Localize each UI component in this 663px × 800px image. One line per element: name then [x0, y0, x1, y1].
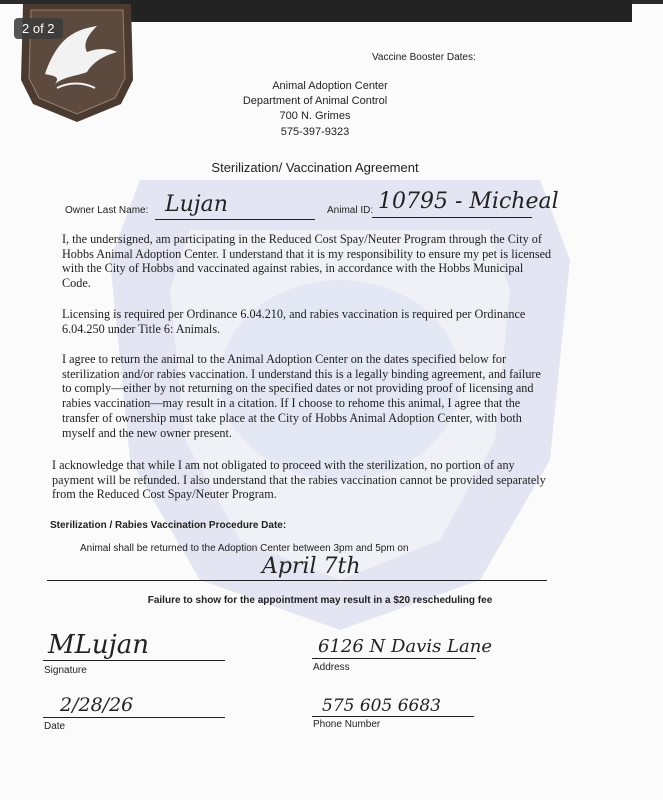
signature-label: Signature [44, 665, 87, 676]
owner-last-name-value: Lujan [165, 192, 228, 217]
phone-line [312, 716, 474, 717]
org-name: Animal Adoption Center [272, 80, 388, 92]
owner-underline [155, 219, 315, 220]
procedure-date-line [47, 580, 547, 581]
org-address: 700 N. Grimes [279, 110, 351, 122]
return-instruction: Animal shall be returned to the Adoption Center between 3pm and 5pm on [80, 543, 409, 554]
phone-label: Phone Number [313, 719, 381, 730]
form-title: Sterilization/ Vaccination Agreement [211, 160, 419, 175]
agreement-paragraph-4: I acknowledge that while I am not obligated to proceed with the sterilization, no portion of any payment will be refunded. I also understand that the rabies vaccination cannot be provided separately from the Reduced Cost Spay/Neuter Program. [52, 458, 546, 502]
animal-id-label: Animal ID: [327, 205, 374, 216]
signature-value: MLujan [48, 630, 149, 660]
procedure-date-label: Sterilization / Rabies Vaccination Procedure Date: [50, 520, 287, 531]
reschedule-fee-notice: Failure to show for the appointment may result in a $20 rescheduling fee [147, 595, 493, 606]
agreement-paragraph-3: I agree to return the animal to the Animal Adoption Center on the dates specified below for sterilization and/or rabies vaccination. I understand this is a legally binding agreement, and failure to comply—either by not returning on the specified dates or not providing proof of licensing and rabies vaccination—may result in a citation. If I choose to rehome this animal, I agree that the transfer of ownership must take place at the City of Hobbs Animal Adoption Center, with both myself and the new owner present. [62, 352, 541, 440]
procedure-date-value: April 7th [262, 554, 361, 579]
owner-last-name-label: Owner Last Name: [65, 205, 149, 216]
animal-id-value: 10795 - Micheal [378, 189, 559, 214]
agreement-paragraph-1: I, the undersigned, am participating in the Reduced Cost Spay/Neuter Program through the City of Hobbs Animal Adoption Center. I understand that it is my responsibility to ensure my pet is licensed with the City of Hobbs and vaccinated against rabies, in accordance with the Hobbs Municipal Code. [62, 232, 552, 291]
org-phone: 575-397-9323 [280, 126, 350, 138]
address-label: Address [313, 662, 350, 673]
vaccine-booster-label: Vaccine Booster Dates: [372, 52, 476, 63]
scan-edge-dark [120, 0, 632, 22]
address-value: 6126 N Davis Lane [318, 636, 492, 657]
date-line [43, 717, 225, 718]
address-line [312, 658, 476, 659]
date-label: Date [44, 721, 66, 732]
signature-line [43, 660, 225, 661]
org-department: Department of Animal Control [242, 95, 388, 107]
page-indicator: 2 of 2 [14, 18, 63, 39]
animal-id-underline [372, 217, 532, 218]
agreement-paragraph-2: Licensing is required per Ordinance 6.04.210, and rabies vaccination is required per Ordinance 6.04.250 under Title 6: Animals. [62, 307, 526, 336]
phone-value: 575 605 6683 [322, 696, 441, 716]
date-value: 2/28/26 [60, 694, 134, 716]
